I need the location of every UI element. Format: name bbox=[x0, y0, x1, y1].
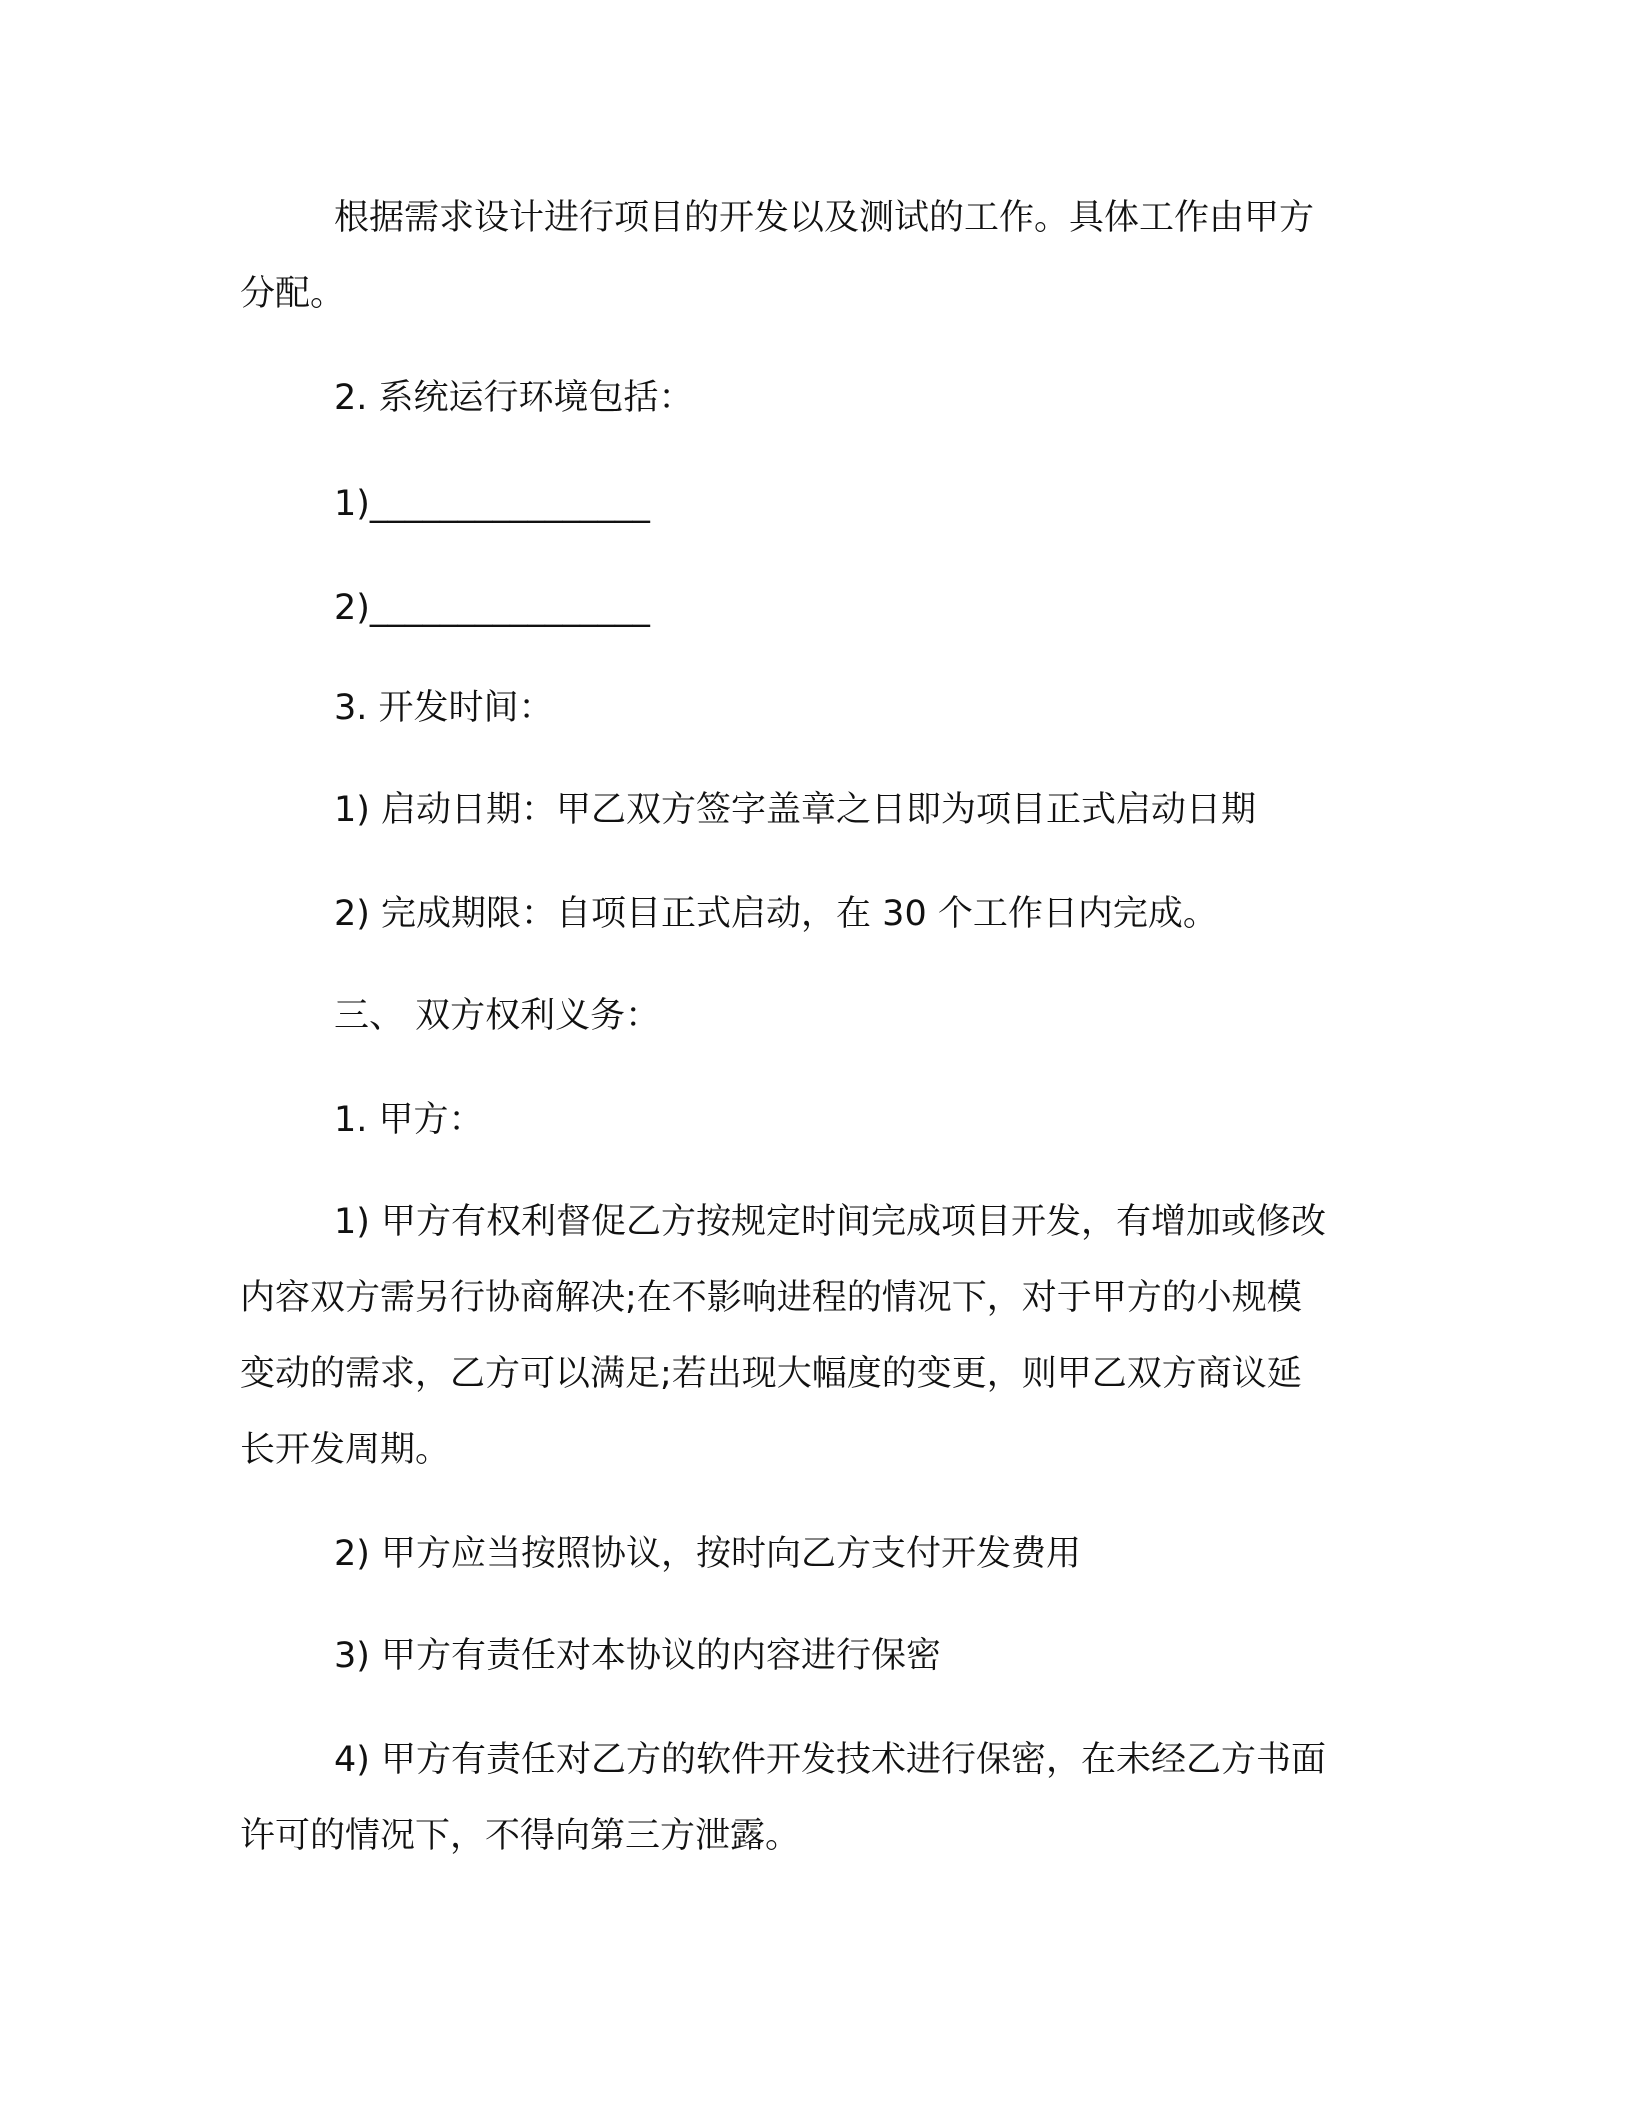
blank-fill-line: 1)________________ bbox=[334, 484, 650, 524]
chapter-heading: 三、 双方权利义务： bbox=[334, 996, 661, 1036]
paragraph-line: 根据需求设计进行项目的开发以及测试的工作。具体工作由甲方 bbox=[334, 198, 1315, 238]
section-heading: 2. 系统运行环境包括： bbox=[334, 378, 694, 418]
list-item: 1) 启动日期：甲乙双方签字盖章之日即为项目正式启动日期 bbox=[334, 790, 1257, 830]
section-heading: 1. 甲方： bbox=[334, 1100, 484, 1140]
blank-fill-line: 2)________________ bbox=[334, 588, 650, 628]
list-item: 1) 甲方有权利督促乙方按规定时间完成项目开发，有增加或修改 bbox=[334, 1202, 1327, 1242]
paragraph-line: 许可的情况下，不得向第三方泄露。 bbox=[240, 1816, 801, 1856]
paragraph-line: 变动的需求，乙方可以满足;若出现大幅度的变更，则甲乙双方商议延 bbox=[240, 1354, 1302, 1394]
section-heading: 3. 开发时间： bbox=[334, 688, 554, 728]
list-item: 2) 甲方应当按照协议，按时向乙方支付开发费用 bbox=[334, 1534, 1082, 1574]
paragraph-line: 内容双方需另行协商解决;在不影响进程的情况下，对于甲方的小规模 bbox=[240, 1278, 1302, 1318]
paragraph-line: 长开发周期。 bbox=[240, 1430, 451, 1470]
paragraph-line: 分配。 bbox=[240, 274, 346, 314]
list-item: 4) 甲方有责任对乙方的软件开发技术进行保密，在未经乙方书面 bbox=[334, 1740, 1327, 1780]
list-item: 2) 完成期限：自项目正式启动，在 30 个工作日内完成。 bbox=[334, 894, 1218, 934]
list-item: 3) 甲方有责任对本协议的内容进行保密 bbox=[334, 1636, 942, 1676]
